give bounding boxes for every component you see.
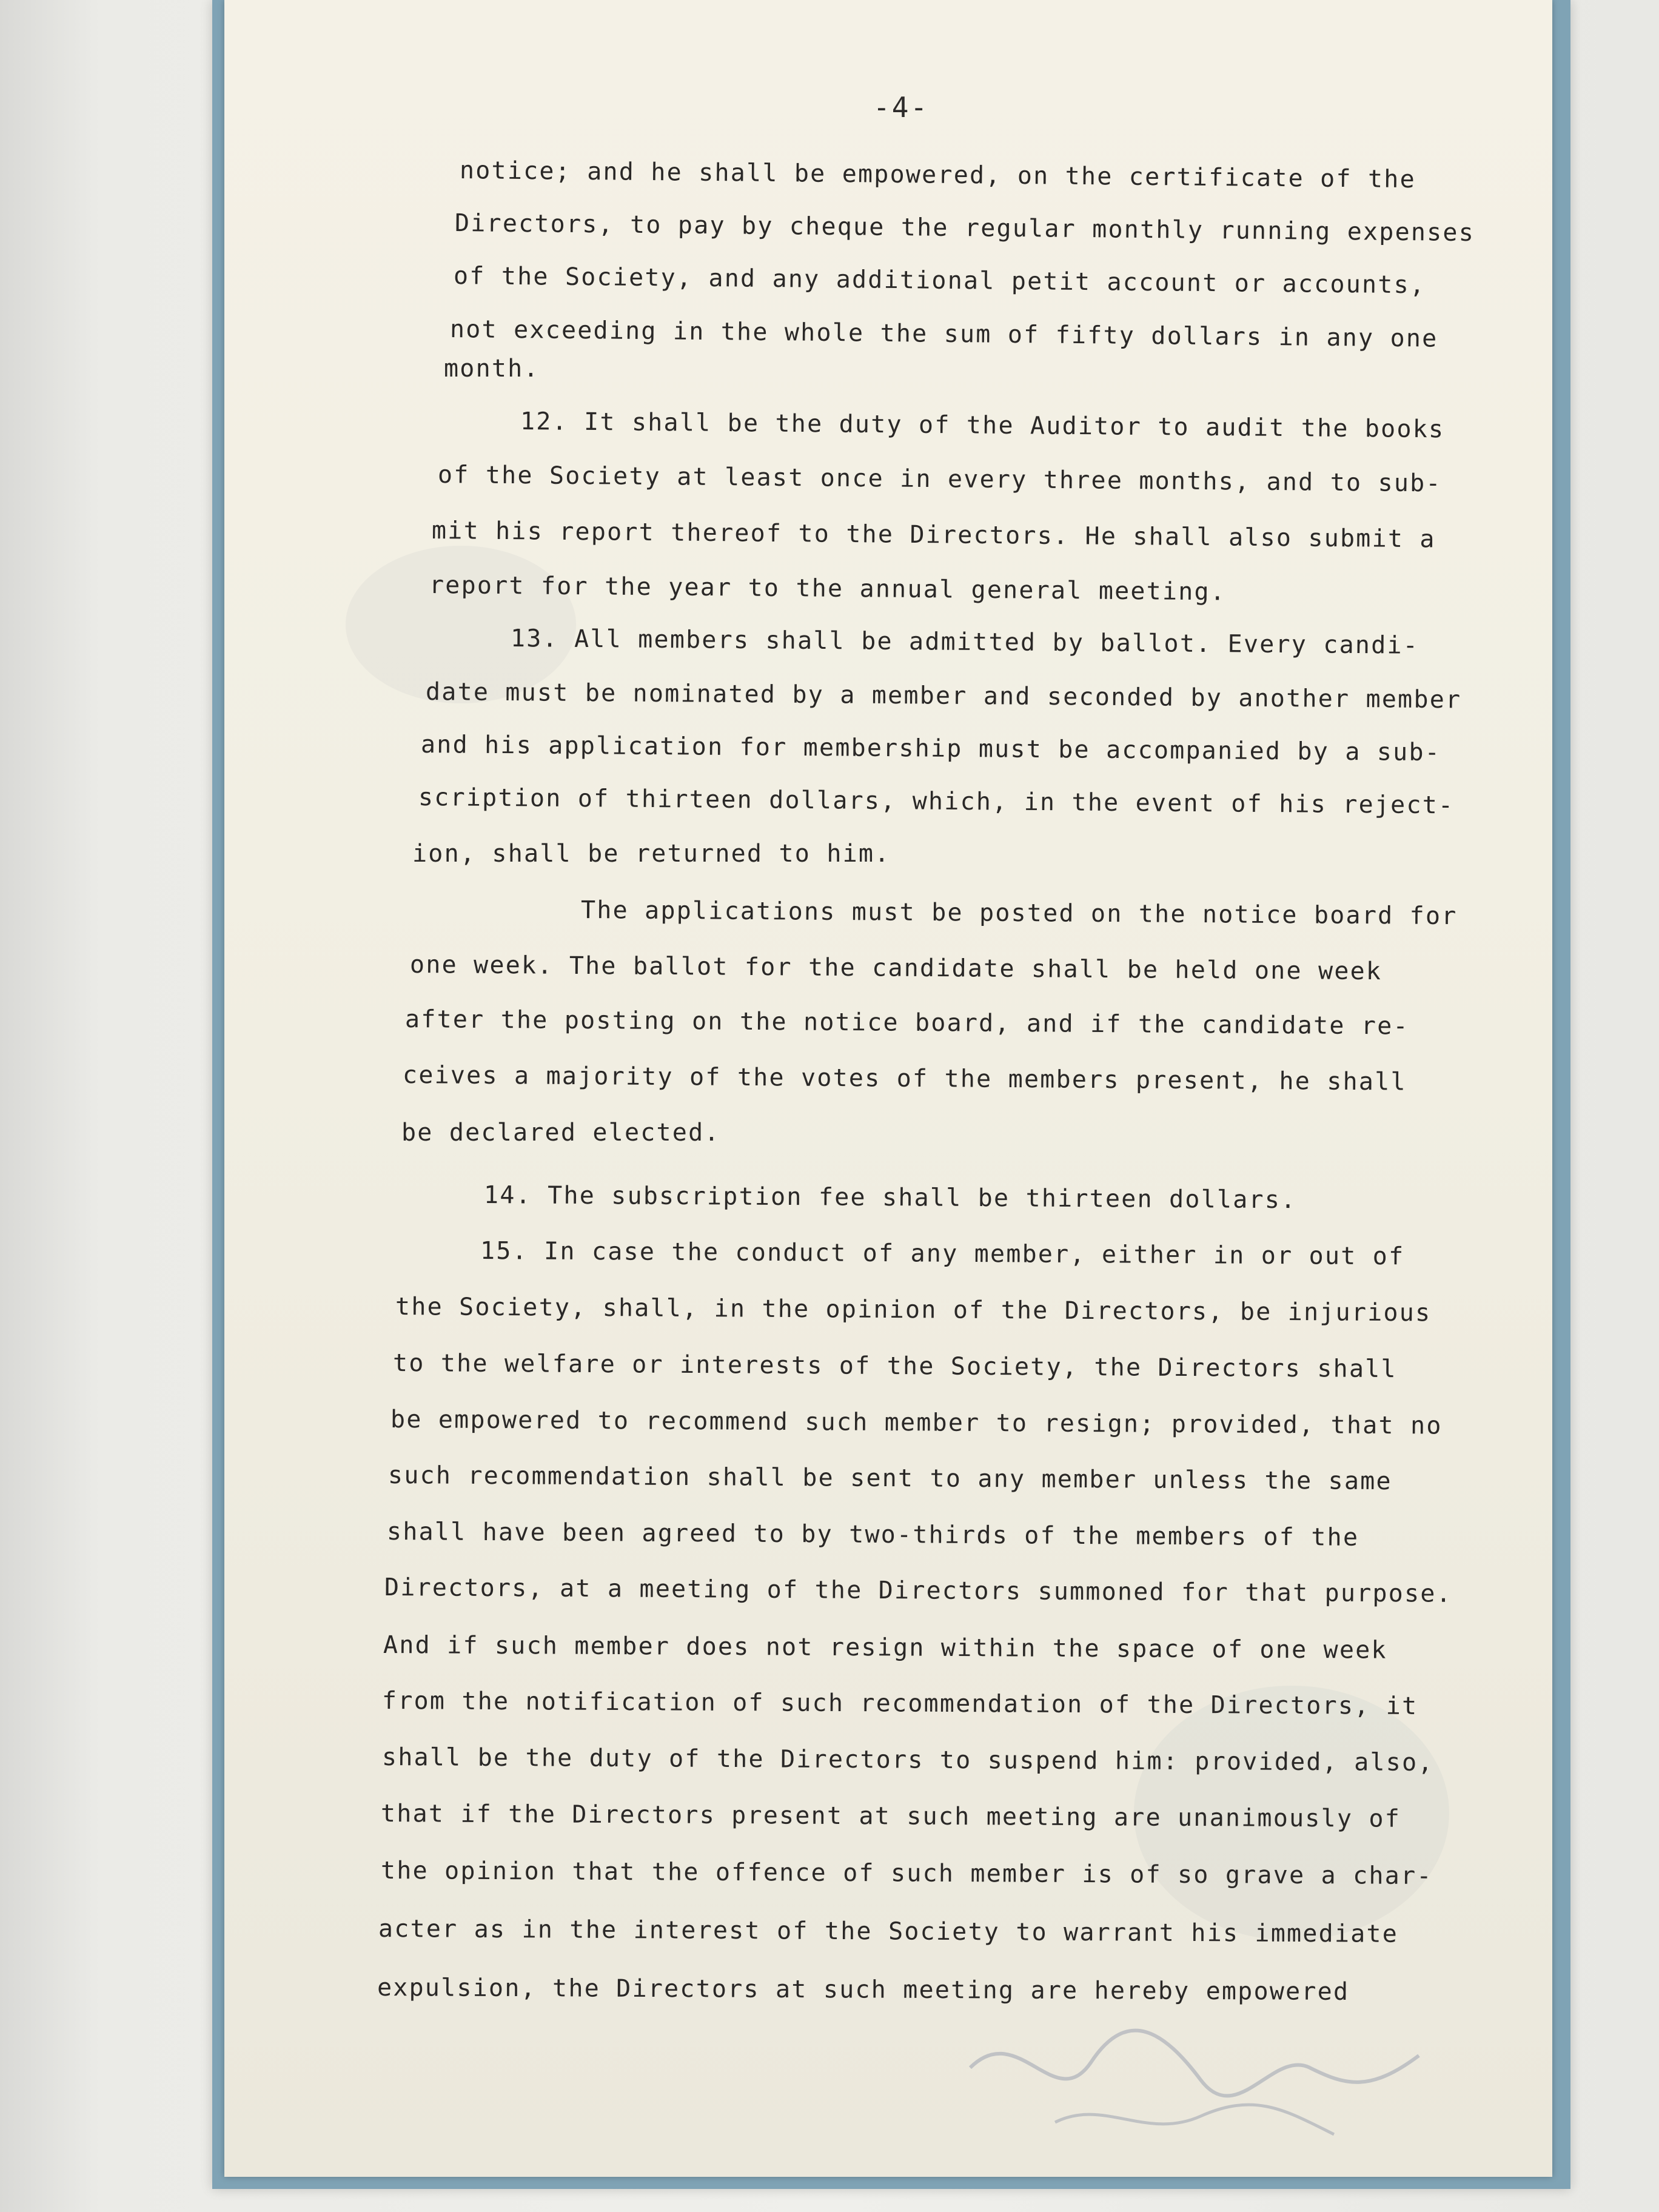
typed-line: of the Society, and any additional petit account or accounts,	[453, 262, 1426, 300]
typed-line: such recommendation shall be sent to any member unless the same	[387, 1461, 1392, 1496]
typed-line: 15. In case the conduct of any member, either in or out of	[480, 1237, 1405, 1271]
typed-line: ion, shall be returned to him.	[412, 840, 891, 868]
page-number: -4-	[873, 91, 930, 124]
typed-line: not exceeding in the whole the sum of fifty dollars in any one	[449, 315, 1438, 353]
typed-line: shall have been agreed to by two-thirds of the members of the	[386, 1518, 1359, 1552]
typed-line: that if the Directors present at such meeting are unanimously of	[380, 1800, 1401, 1833]
typed-line: 12. It shall be the duty of the Auditor to audit the books	[520, 407, 1445, 444]
typed-line: Directors, to pay by cheque the regular monthly running expenses	[454, 209, 1475, 247]
typed-line: from the notification of such recommendation of the Directors, it	[381, 1687, 1418, 1720]
typed-line: mit his report thereof to the Directors. He shall also submit a	[431, 517, 1436, 554]
typed-line: The applications must be posted on the notice board for	[580, 896, 1458, 931]
typed-line: 14. The subscription fee shall be thirteen dollars.	[483, 1181, 1297, 1215]
typed-line: the opinion that the offence of such member is of so grave a char-	[380, 1857, 1433, 1891]
typed-line: ceives a majority of the votes of the members present, he shall	[402, 1061, 1407, 1096]
typed-line: to the welfare or interests of the Society, the Directors shall	[392, 1349, 1397, 1384]
bleed-through-signature	[946, 1995, 1443, 2153]
typed-line: report for the year to the annual general meeting.	[429, 571, 1227, 606]
typed-line: scription of thirteen dollars, which, in the event of his reject-	[418, 783, 1455, 820]
typed-line: date must be nominated by a member and seconded by another member	[425, 678, 1462, 714]
typed-line: after the posting on the notice board, and if the candidate re-	[404, 1005, 1409, 1041]
typed-line: and his application for membership must be accompanied by a sub-	[420, 731, 1441, 767]
typed-line: And if such member does not resign within the space of one week	[383, 1631, 1387, 1664]
typed-line: Directors, at a meeting of the Directors summoned for that purpose.	[384, 1574, 1453, 1608]
typed-line: notice; and he shall be empowered, on the certificate of the	[459, 156, 1416, 194]
typed-line: shall be the duty of the Directors to suspend him: provided, also,	[381, 1743, 1434, 1777]
typed-line: 13. All members shall be admitted by ballot. Every candi-	[510, 625, 1419, 660]
typed-line: expulsion, the Directors at such meeting are hereby empowered	[377, 1974, 1350, 2006]
typed-line: month.	[444, 355, 540, 383]
typed-line: be declared elected.	[401, 1119, 720, 1147]
typed-line: be empowered to recommend such member to resign; provided, that no	[390, 1406, 1443, 1440]
typed-line: the Society, shall, in the opinion of the Directors, be injurious	[395, 1293, 1432, 1327]
typed-line: acter as in the interest of the Society to warrant his immediate	[378, 1915, 1399, 1948]
typed-line: of the Society at least once in every three months, and to sub-	[437, 461, 1442, 498]
typed-line: one week. The ballot for the candidate shall be held one week	[409, 951, 1382, 986]
